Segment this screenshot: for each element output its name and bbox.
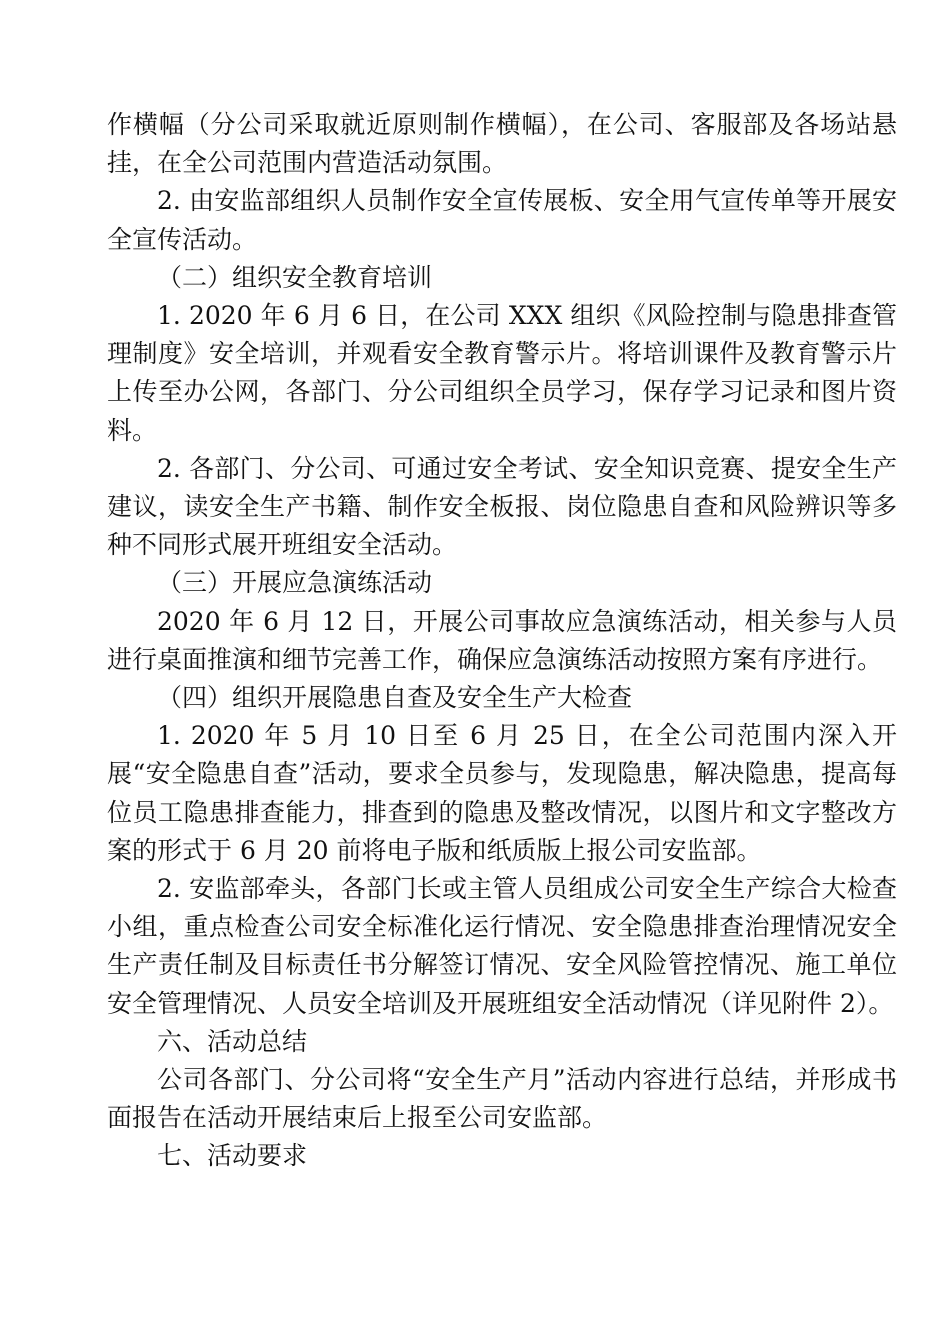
- paragraph-activity-summary: 公司各部门、分公司将“安全生产月”活动内容进行总结，并形成书面报告在活动开展结束后上报至公司安监部。: [107, 1065, 897, 1133]
- document-body: [107, 106, 897, 1176]
- paragraph-inspection-item-2: 2. 安监部牵头，各部门长或主管人员组成公司安全生产综合大检查小组，重点检查公司安全标准化运行情况、安全隐患排查治理情况安全生产责任制及目标责任书分解签订情况、安全风险管控情况、施工单位安全管理情况、人员安全培训及开展班组安全活动情况（详见附件 2）。: [107, 874, 897, 1018]
- paragraph-training-item-2: 2. 各部门、分公司、可通过安全考试、安全知识竞赛、提安全生产建议，读安全生产书籍、制作安全板报、岗位隐患自查和风险辨识等多种不同形式展开班组安全活动。: [107, 453, 897, 560]
- paragraph-publicity-item-2: 2. 由安监部组织人员制作安全宣传展板、安全用气宣传单等开展安全宣传活动。: [107, 186, 897, 254]
- heading-hazard-inspection: （四）组织开展隐患自查及安全生产大检查: [157, 683, 633, 713]
- heading-safety-training: （二）组织安全教育培训: [157, 262, 433, 292]
- paragraph-training-item-1: 1. 2020 年 6 月 6 日，在公司 XXX 组织《风险控制与隐患排查管理制度》安全培训，并观看安全教育警示片。将培训课件及教育警示片上传至办公网，各部门、分公司组织全员学习，保存学习记录和图片资料。: [107, 301, 897, 445]
- paragraph-inspection-item-1: 1. 2020 年 5 月 10 日至 6 月 25 日，在全公司范围内深入开展“安全隐患自查”活动，要求全员参与，发现隐患，解决隐患，提高每位员工隐患排查能力，排查到的隐患及整改情况，以图片和文字整改方案的形式于 6 月 20 前将电子版和纸质版上报公司安监部。: [107, 721, 897, 865]
- paragraph-banner-continuation: 作横幅（分公司采取就近原则制作横幅），在公司、客服部及各场站悬挂，在全公司范围内营造活动氛围。: [107, 110, 897, 178]
- paragraph-emergency-drill: 2020 年 6 月 12 日，开展公司事故应急演练活动，相关参与人员进行桌面推演和细节完善工作，确保应急演练活动按照方案有序进行。: [107, 606, 897, 674]
- heading-activity-summary: 六、活动总结: [157, 1026, 308, 1056]
- heading-emergency-drill: （三）开展应急演练活动: [157, 568, 433, 598]
- heading-activity-requirements: 七、活动要求: [157, 1141, 308, 1171]
